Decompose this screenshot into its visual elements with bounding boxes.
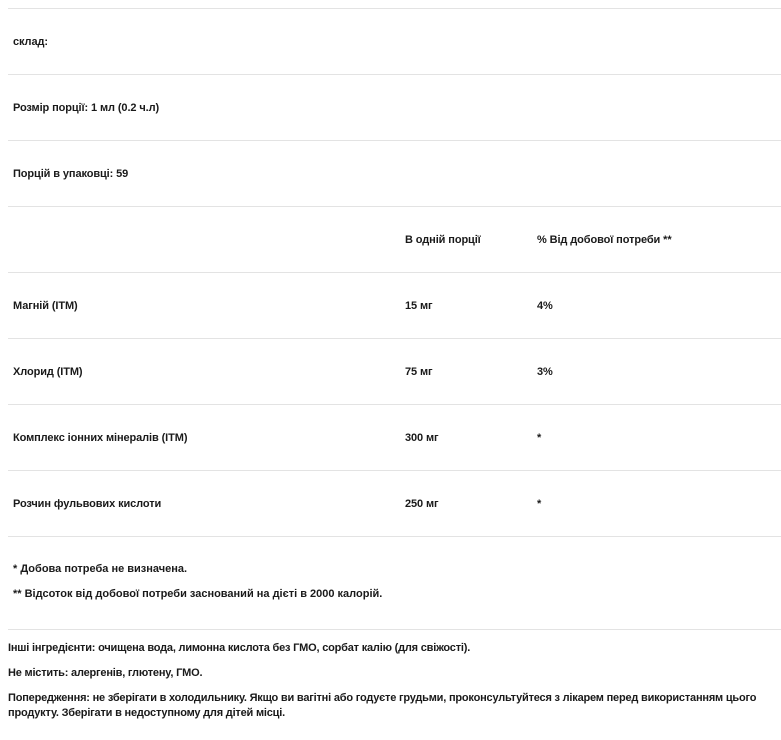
composition-title: склад: (13, 35, 48, 48)
servings-per-container: Порцій в упаковці: 59 (13, 167, 129, 180)
table-row (8, 272, 781, 338)
other-ingredients: Інші інгредієнти: очищена вода, лимонна кислота без ГМО, сорбат калію (для свіжості). (8, 642, 471, 654)
nutrient-name: Хлорид (ІТМ) (13, 365, 83, 378)
footnotes (8, 536, 781, 629)
serving-size-row (8, 74, 781, 140)
nutrient-name: Магній (ІТМ) (13, 299, 78, 312)
free-of: Не містить: алергенів, глютену, ГМО. (8, 667, 203, 679)
nutrient-amount: 15 мг (405, 299, 433, 312)
supplement-facts (8, 8, 781, 740)
servings-per-container-row (8, 140, 781, 206)
warning: Попередження: не зберігати в холодильнику. Якщо ви вагітні або годуєте грудьми, проконсультуйтеся з лікарем перед використанням цього продукту. Зберігати в недоступному для дітей місці. (8, 692, 757, 719)
table-row (8, 470, 781, 536)
nutrient-daily-value: 3% (537, 365, 553, 378)
table-header-row (8, 206, 781, 272)
composition-title-row (8, 8, 781, 74)
nutrient-daily-value: 4% (537, 299, 553, 312)
footnote-calorie-basis: ** Відсоток від добової потреби заснований на дієті в 2000 калорій. (13, 588, 383, 600)
nutrient-amount: 300 мг (405, 431, 439, 444)
table-row (8, 404, 781, 470)
nutrient-amount: 75 мг (405, 365, 433, 378)
header-daily-value: % Від добової потреби ** (537, 233, 672, 246)
nutrient-name: Комплекс іонних мінералів (ІТМ) (13, 431, 188, 444)
nutrient-daily-value: * (537, 431, 542, 444)
header-per-serving: В одній порції (405, 233, 481, 246)
table-row (8, 338, 781, 404)
footnote-undefined-dv: * Добова потреба не визначена. (13, 563, 188, 575)
nutrient-amount: 250 мг (405, 497, 439, 510)
nutrient-name: Розчин фульвових кислоти (13, 497, 162, 510)
serving-size: Розмір порції: 1 мл (0.2 ч.л) (13, 101, 160, 114)
additional-info (8, 629, 781, 740)
nutrient-daily-value: * (537, 497, 542, 510)
